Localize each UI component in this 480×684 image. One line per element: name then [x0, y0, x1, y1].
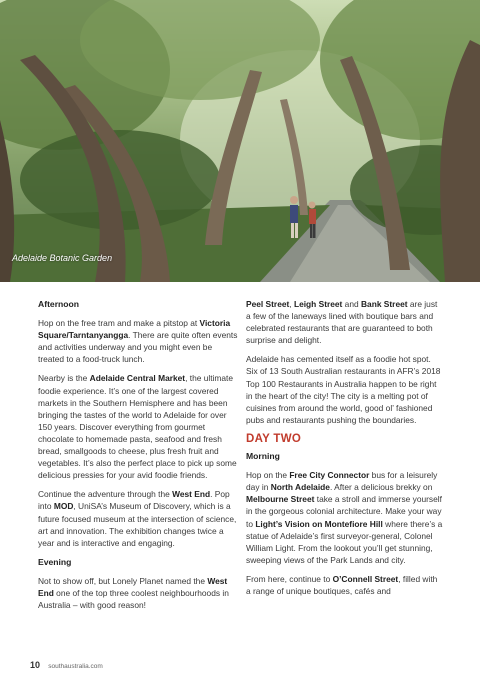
- paragraph-foodie: Adelaide has cemented itself as a foodie hot spot. Six of 13 South Australian restaurants in AFR’s 2018 Top 100 Restaurants in Australia happen to be right in the heart of the city! The city is a melting pot of cuisines from around the world, good ol’ fashioned pubs and restaurants pushing the boundaries.: [246, 354, 441, 425]
- footer-site: southaustralia.com: [48, 663, 103, 670]
- morning-heading: Morning: [246, 451, 280, 462]
- page-footer: [30, 660, 103, 670]
- text-span: . After a delicious brekky on: [329, 482, 433, 493]
- text-span: Hop on the free tram and make a pitstop at: [38, 318, 200, 329]
- photo-caption: Adelaide Botanic Garden: [12, 253, 113, 263]
- place-name: O’Connell Street: [332, 573, 399, 584]
- text-span: ,: [289, 299, 294, 309]
- text-span: take a stroll and immerse yourself in the gorgeous colonial architecture. Make your way to: [246, 494, 442, 529]
- place-name: Bank Street: [361, 299, 408, 309]
- place-name: Peel Street: [246, 299, 290, 309]
- text-span: bus for a leisurely day in: [246, 470, 438, 493]
- text-span: . There are quite often events and activities underway and you might even be treated to a food-truck lunch.: [38, 330, 238, 365]
- text-span: . Pop into: [38, 489, 230, 512]
- place-name: Leigh Street: [293, 299, 343, 309]
- text-span: , filled with a range of unique boutiques, cafés and: [246, 573, 438, 596]
- text-span: Nearby is the: [38, 373, 90, 384]
- page-number: 10: [30, 660, 41, 670]
- text-span: , UniSA’s Museum of Discovery, which is a future focused museum at the intersection of science, art and innovation. The exhibition changes twice a year and is interactive and engaging.: [38, 501, 237, 548]
- place-name: Light’s Vision on Montefiore Hill: [255, 518, 383, 529]
- paragraph-lonely-planet: [38, 575, 238, 611]
- place-name: Free City Connector: [289, 470, 370, 481]
- text-span: and: [342, 299, 361, 309]
- afternoon-heading: Afternoon: [38, 299, 80, 309]
- text-span: Continue the adventure through the: [38, 489, 173, 500]
- text-span: where there’s a statue of Adelaide’s first surveyor-general, Colonel William Light. From the lookout you’ll get stunning, sweeping views of the Park Lands and city.: [246, 518, 443, 565]
- paragraph-central-market: [38, 372, 238, 481]
- text-span: Not to show off, but Lonely Planet named the: [38, 575, 208, 586]
- paragraph-west-end: [38, 488, 238, 548]
- paragraph-laneways: [246, 298, 444, 346]
- paragraph-tram: [38, 317, 238, 365]
- place-name: Melbourne Street: [246, 494, 315, 505]
- botanic-garden-illustration: [0, 0, 480, 282]
- text-span: , the ultimate foodie experience. It’s one of the largest covered markets in the Southern Hemisphere and has been bringing the tastes of the world to Adelaide for over 150 years. Discover everything from gourmet chocolate to homemade pasta, seafood and fresh bread, smallgoods to cheese, plus fresh fruit and vegetables. It’s also the perfect place to pick up some delicious pressies for your avid foodie friends.: [38, 373, 237, 481]
- evening-heading: Evening: [38, 556, 72, 567]
- left-column: [38, 298, 238, 618]
- hero-photo: [0, 0, 480, 282]
- text-span: From here, continue to: [246, 573, 333, 584]
- place-name: Victoria Square/Tarntanyangga: [38, 318, 231, 341]
- place-name: West End: [38, 575, 228, 598]
- place-name: West End: [172, 489, 211, 500]
- paragraph-north-adelaide: [246, 469, 444, 566]
- text-span: Hop on the: [246, 470, 290, 481]
- day-two-heading: DAY TWO: [246, 432, 302, 445]
- paragraph-oconnell: [246, 573, 444, 597]
- text-span: are just a few of the laneways lined with boutique bars and celebrated restaurants that are guaranteed to both surprise and delight.: [246, 299, 438, 346]
- right-column: [246, 298, 444, 604]
- place-name: North Adelaide: [270, 482, 330, 493]
- place-name: MOD: [53, 501, 74, 512]
- place-name: Adelaide Central Market: [89, 373, 186, 384]
- text-span: one of the top three coolest neighbourhoods in Australia – with good reason!: [38, 587, 229, 611]
